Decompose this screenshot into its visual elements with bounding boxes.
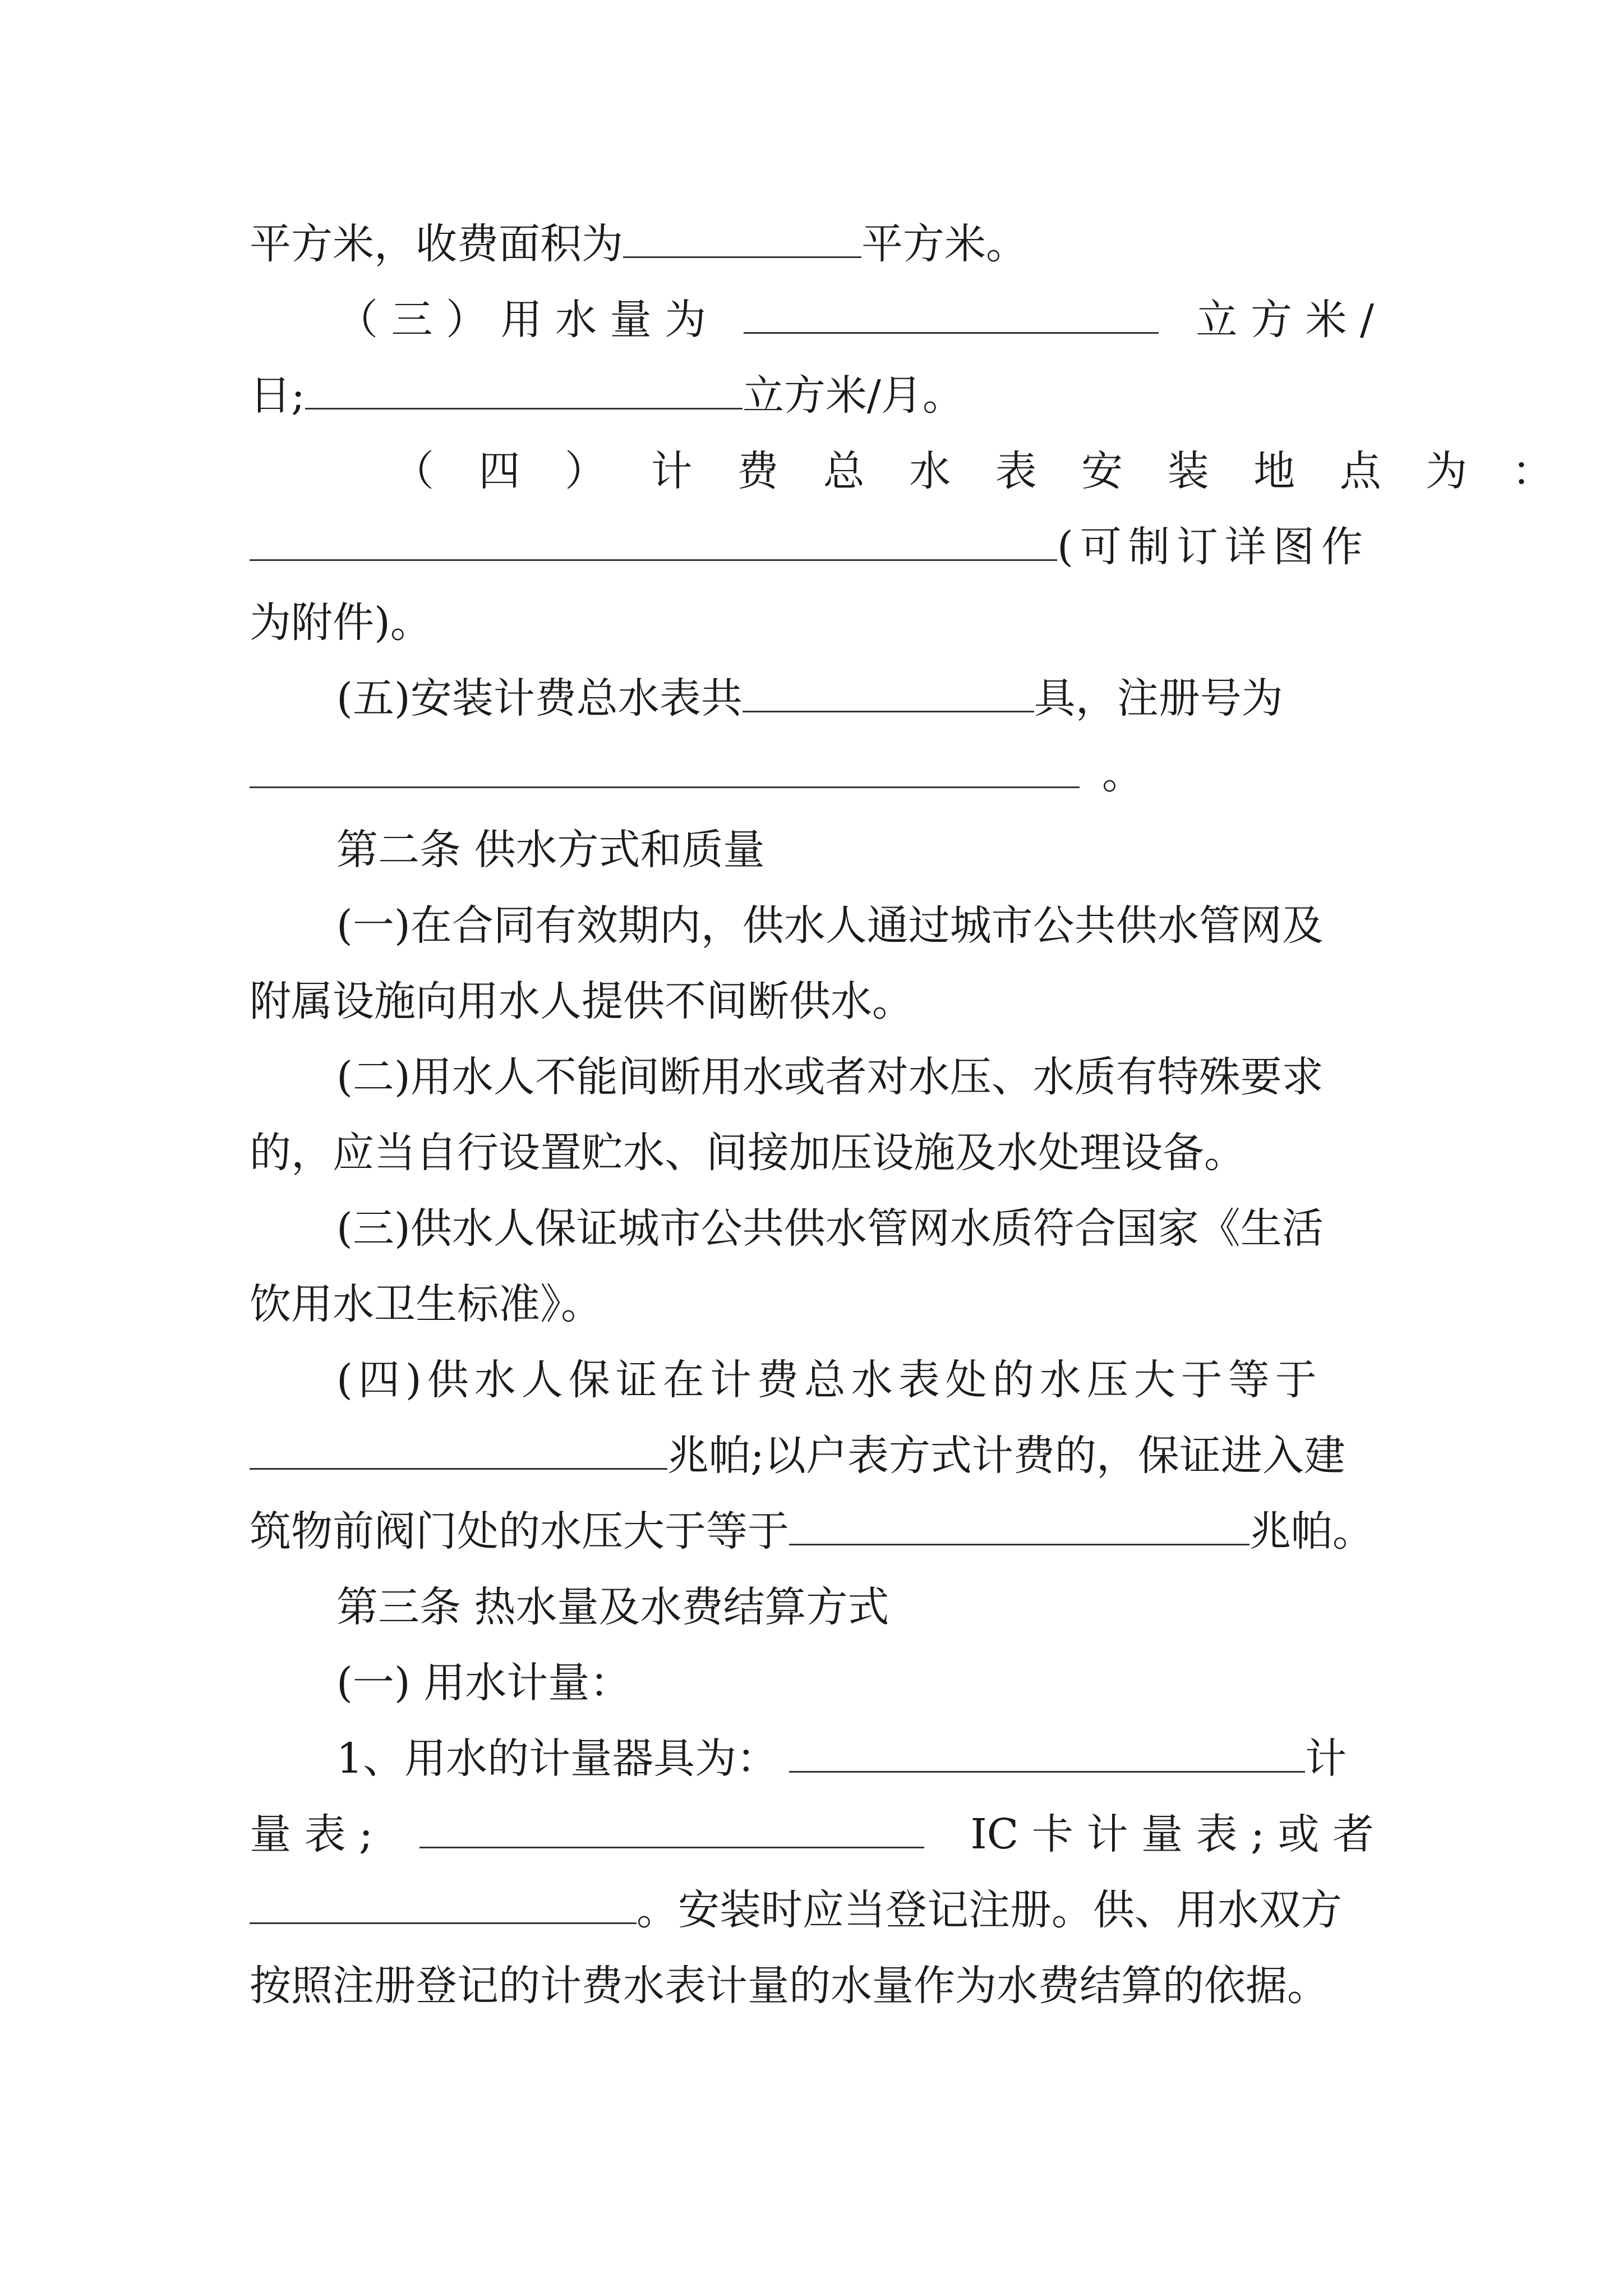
text-segment: （ 四 ） 计 费 总 水 表 安 装 地 点 为 ： (393, 447, 1569, 495)
section-heading (336, 1576, 1374, 1638)
fill-blank[interactable] (250, 746, 1080, 788)
text-segment: (三)供水人保证城市公共供水管网水质符合国家《生活 (336, 1204, 1324, 1253)
text-line (250, 213, 1374, 275)
fill-blank[interactable] (419, 1806, 924, 1848)
text-segment: (一) 用水计量： (336, 1659, 631, 1707)
text-segment: 平方米，收费面积为 (250, 220, 623, 268)
text-segment: (一)在合同有效期内，供水人通过城市公共供水管网及 (336, 901, 1324, 950)
text-segment: 附属设施向用水人提供不间断供水。 (250, 977, 914, 1025)
text-segment: 的，应当自行设置贮水、间接加压设施及水处理设备。 (250, 1129, 1246, 1177)
text-segment: 具，注册号为 (1034, 674, 1283, 723)
text-segment: (四)供水人保证在计费总水表处的水压大于等于 (336, 1356, 1322, 1404)
text-line (393, 440, 1569, 502)
text-line (336, 1349, 1374, 1411)
text-line (336, 1198, 1374, 1259)
text-line (336, 1652, 1374, 1714)
text-segment: 饮用水卫生标准》。 (250, 1280, 602, 1328)
text-segment: 平方米。 (861, 220, 1027, 268)
text-segment: 计 (1305, 1734, 1347, 1783)
text-segment: (二)用水人不能间断用水或者对水压、水质有特殊要求 (336, 1053, 1324, 1101)
text-line (336, 895, 1374, 956)
text-segment: 按照注册登记的计费水表计量的水量作为水费结算的依据。 (250, 1962, 1329, 2010)
fill-blank[interactable] (789, 1731, 1305, 1773)
text-line (250, 592, 1374, 654)
text-segment: 。安装时应当登记注册。供、用水双方 (637, 1886, 1342, 1934)
fill-blank[interactable] (623, 216, 861, 258)
text-segment: 立 方 米 / (1196, 296, 1374, 344)
text-segment: 筑物前阀门处的水压大于等于 (250, 1507, 789, 1556)
text-segment: 兆帕;以户表方式计费的，保证进入建 (667, 1432, 1345, 1480)
text-segment: （ 三 ） 用 水 量 为 (336, 296, 707, 344)
text-segment: IC 卡 计 量 表 ; 或 者 (970, 1810, 1374, 1858)
text-segment: (五)安装计费总水表共 (336, 674, 743, 723)
section-heading (336, 819, 1374, 881)
fill-blank[interactable] (744, 292, 1159, 334)
fill-blank[interactable] (250, 1428, 667, 1470)
text-line (336, 668, 1374, 729)
text-line (250, 1501, 1374, 1562)
text-line (250, 1425, 1374, 1487)
fill-blank[interactable] (789, 1503, 1249, 1545)
text-segment: 日; (250, 371, 305, 420)
text-line (250, 1955, 1374, 2017)
text-line (250, 1122, 1374, 1184)
text-line (250, 970, 1374, 1032)
text-segment: 1、用水的计量器具为： (336, 1734, 778, 1783)
fill-blank[interactable] (743, 670, 1034, 712)
text-line (250, 516, 1374, 578)
text-segment: 立方米/月。 (742, 371, 964, 420)
fill-blank[interactable] (250, 519, 1057, 561)
text-line (250, 743, 1374, 805)
text-segment: 。 (1102, 750, 1144, 798)
text-line (250, 1803, 1374, 1865)
text-line (250, 365, 1374, 426)
text-segment: 量 表 ; (250, 1810, 373, 1858)
fill-blank[interactable] (250, 1882, 637, 1924)
text-line (250, 1879, 1374, 1941)
text-segment: 为附件)。 (250, 599, 432, 647)
text-segment: 兆帕。 (1249, 1507, 1374, 1556)
text-line (336, 1046, 1374, 1108)
fill-blank[interactable] (305, 367, 743, 409)
text-segment: 第三条 热水量及水费结算方式 (336, 1583, 889, 1631)
text-line (336, 289, 1374, 351)
text-line (336, 1728, 1374, 1789)
text-line (250, 1273, 1374, 1335)
text-segment: (可制订详图作 (1057, 523, 1370, 571)
text-segment: 第二条 供水方式和质量 (336, 826, 765, 874)
